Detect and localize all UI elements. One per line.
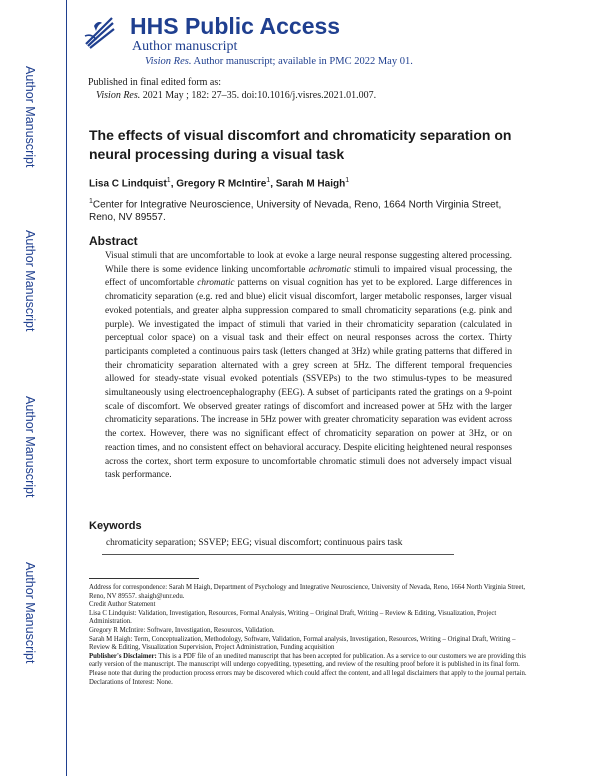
correspondence-note: Address for correspondence: Sarah M Haigh, Department of Psychology and Integrative Neuroscience, University of Nevada, Reno, 1664 North Virginia Street, Reno, NV 89557. shaigh@unr.edu. (89, 584, 526, 600)
abstract-text-2: stimuli to impaired visual processing, the effect of uncomfortable (105, 264, 512, 289)
credit-mcintire: Gregory R McIntire: Software, Investigation, Resources, Validation. (89, 626, 275, 634)
abstract-heading: Abstract (89, 234, 138, 248)
author-affiliation-mark: 1 (166, 177, 171, 184)
footnotes (89, 584, 534, 687)
author-affiliation-mark: 1 (345, 177, 350, 184)
author-name: Gregory R McIntire (176, 178, 267, 190)
sidebar-rule (66, 0, 67, 776)
abstract-text-3: patterns on visual cognition has yet to be explored. Large differences in chromaticity separation (e.g. red and blue) elicit visual discomfort, larger metabolic responses, larger visual evoked potentials, and greater alpha suppression compared to small chromaticity separations (e.g. pink and purple). We investigated the impact of stimuli that varied in their chromaticity separation (calculated in perceptual color space) on a visual task and their effect on neural responses across the cortex. Thirty participants completed a continuous pairs task (letters changed at 3Hz) while grating patterns that differed in their chromaticity separation alternated with a grey screen at 5Hz. The different temporal frequencies allowed for steady-state visual evoked potentials (SSVEPs) to the two stimulus-types to be measured simultaneously using electroencephalography (EEG). A subset of participants rated the gratings on a 9-point scale of discomfort. We observed greater ratings of discomfort and increased power at 5Hz with the larger chromaticity separations. The increase in 5Hz power with greater chromaticity separation was evident across the cortex. However, there was no significant effect of chromaticity separation on power at 3Hz, or on reaction times, and no consistent effect on behavioral accuracy. Despite eliciting heightened neural responses across the cortex, short term exposure to uncomfortable chromatic stimuli does not adversely impact visual task performance. (105, 278, 512, 481)
availability-text: Author manuscript; available in PMC 2022 May 01. (191, 56, 413, 67)
journal-availability (145, 56, 413, 67)
author-affiliation-mark: 1 (266, 177, 271, 184)
abstract-text-1: Visual stimuli that are uncomfortable to look at evoke a large neural response suggesting altered processing. While there is some evidence linking uncomfortable (105, 251, 512, 275)
disclaimer-label: Publisher's Disclaimer: (89, 652, 157, 660)
credit-heading: Credit Author Statement (89, 601, 156, 609)
abstract-emphasis-2: chromatic (197, 278, 235, 289)
citation-line (88, 89, 376, 102)
author-name: Lisa C Lindquist (89, 178, 167, 190)
declarations-of-interest: Declarations of Interest: None. (89, 678, 173, 686)
affiliation-text: Center for Integrative Neuroscience, University of Nevada, Reno, 1664 North Virginia Street, Reno, NV 89557. (89, 199, 502, 224)
keywords-divider (102, 554, 454, 555)
journal-name: Vision Res. (145, 56, 192, 67)
sidebar-label-2: Author Manuscript (23, 230, 37, 332)
hhs-public-access-title: HHS Public Access (130, 13, 341, 39)
abstract-body (105, 250, 512, 483)
author-list: Lisa C Lindquist$^1$, Gregory R McIntire$^1$, Sarah M Haigh$^1$ (89, 177, 350, 190)
published-line: Published in final edited form as: (88, 77, 222, 88)
disclaimer-text: This is a PDF file of an unedited manuscript that has been accepted for publication. As a service to our customers we are providing this early version of the manuscript. The manuscript will undergo copyediting, typesetting, and review of the resulting proof before it is published in its final form. Please note that during the production process errors may be discovered which could affect the content, and all legal disclaimers that apply to the journal pertain. (89, 652, 527, 677)
article-title: The effects of visual discomfort and chromaticity separation on neural processing during a visual task (89, 127, 512, 162)
credit-lindquist: Lisa C Lindquist: Validation, Investigation, Resources, Formal Analysis, Writing – Original Draft, Writing – Review & Editing, Visualization, Project Administration. (89, 609, 497, 626)
keywords-heading: Keywords (89, 520, 142, 532)
sidebar-label-4: Author Manuscript (23, 562, 37, 664)
affiliation (89, 195, 509, 224)
citation-journal: Vision Res. (96, 90, 141, 101)
sidebar-label-3: Author Manuscript (23, 396, 37, 498)
hhs-eagle-logo-icon (82, 14, 116, 50)
keywords-list: chromaticity separation; SSVEP; EEG; visual discomfort; continuous pairs task (106, 538, 403, 548)
author-manuscript-subtitle: Author manuscript (132, 39, 238, 54)
abstract-emphasis-1: achromatic (308, 264, 351, 275)
author-manuscript-sidebar (0, 0, 68, 776)
affiliation-mark: 1 (89, 198, 93, 205)
footnote-divider (89, 578, 199, 579)
citation-details: 2021 May ; 182: 27–35. doi:10.1016/j.visres.2021.01.007. (140, 90, 377, 101)
publisher-disclaimer (89, 653, 534, 679)
author-name: Sarah M Haigh (275, 178, 346, 190)
publication-info (88, 76, 376, 102)
sidebar-label-1: Author Manuscript (23, 66, 37, 168)
credit-haigh: Sarah M Haigh: Term, Conceptualization, Methodology, Software, Validation, Formal analysis, Investigation, Resources, Writing – Original Draft, Writing – Review & Editing, Visualization Supervision, Project Administration, Funding acquisition (89, 635, 516, 652)
